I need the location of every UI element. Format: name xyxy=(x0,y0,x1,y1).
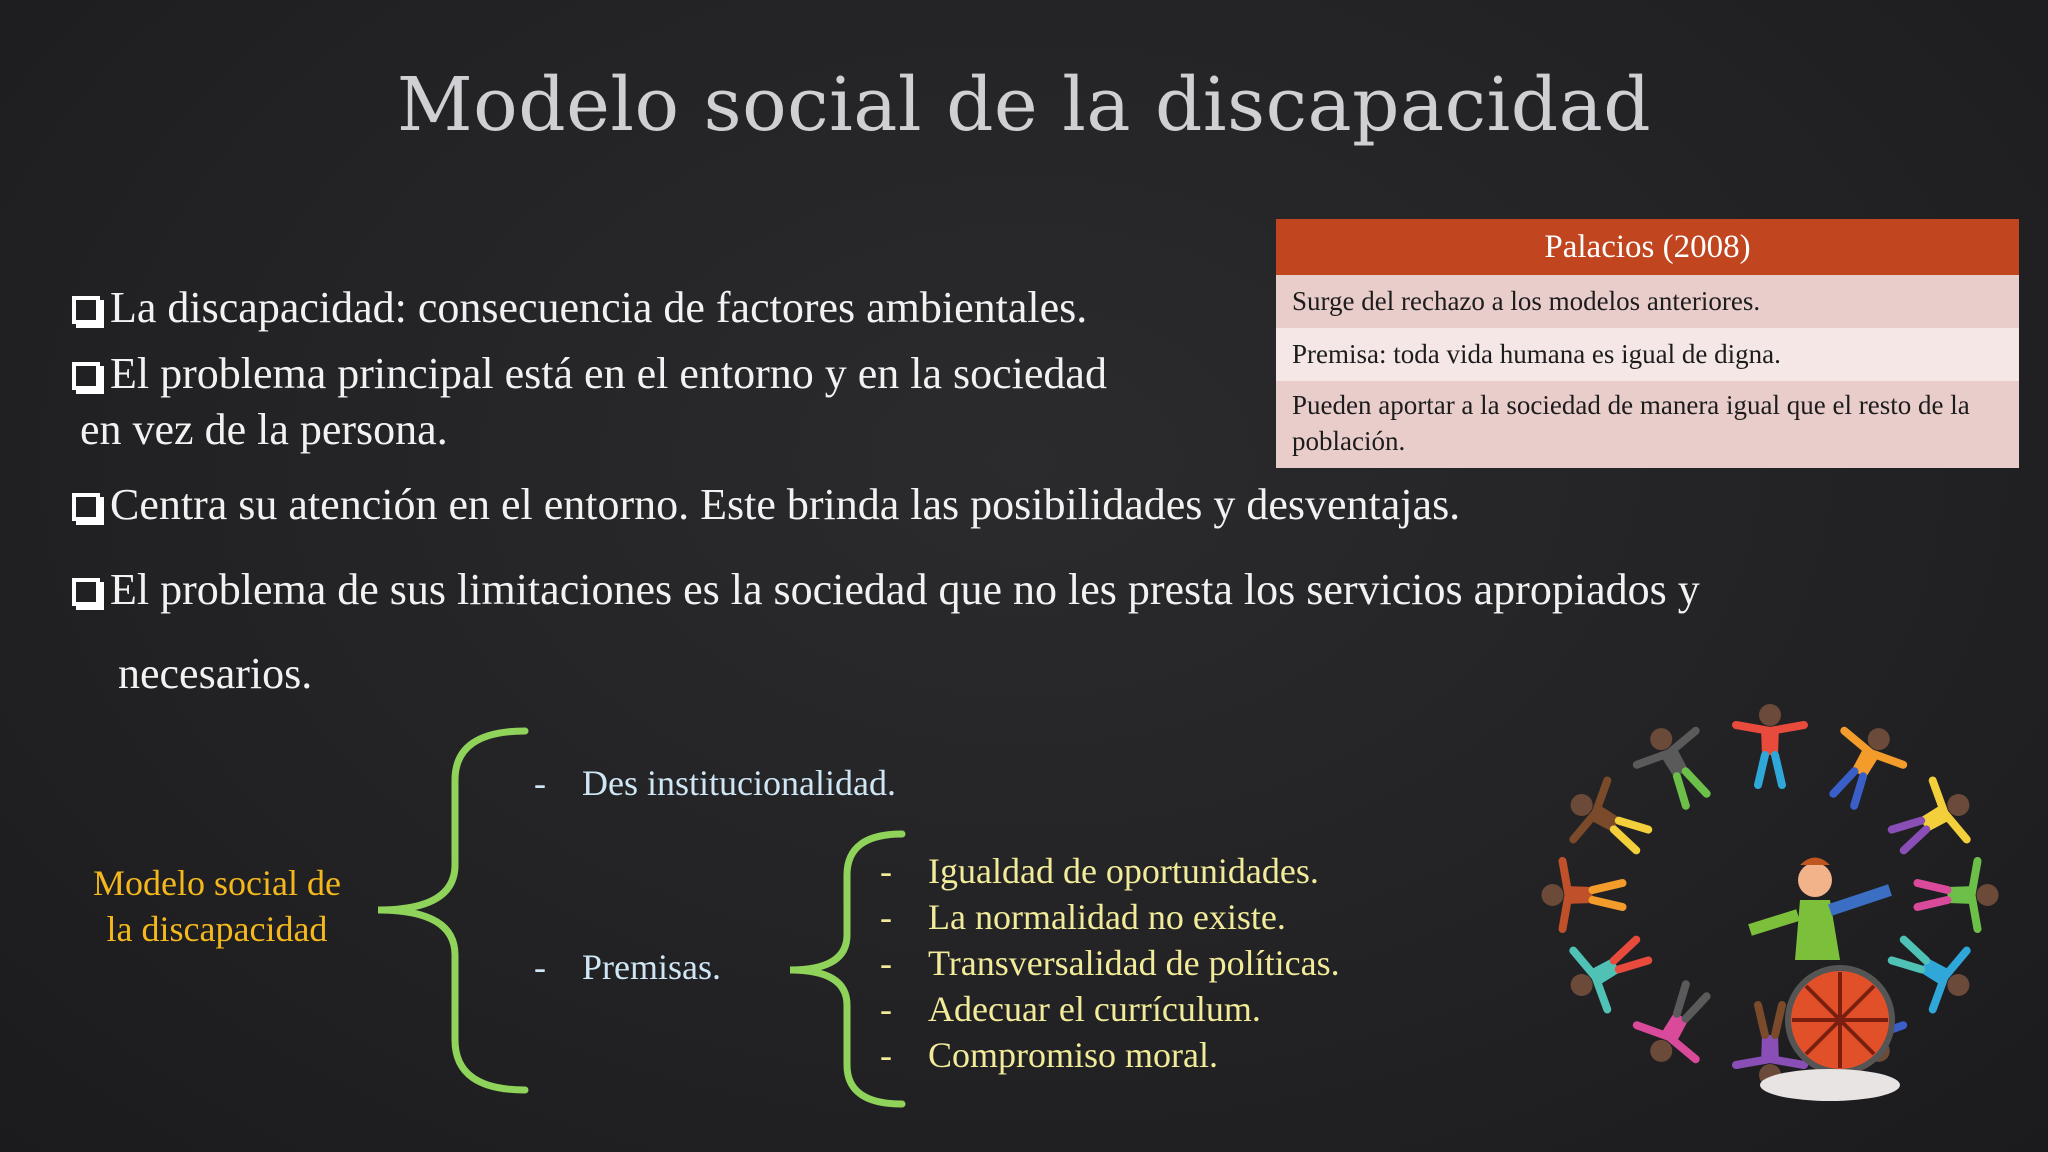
palacios-table-row: Pueden aportar a la sociedad de manera igual que el resto de la población. xyxy=(1276,381,2019,468)
dash-marker: - xyxy=(880,897,892,937)
premisa-text: La normalidad no existe. xyxy=(928,897,1286,937)
bullet-4-continuation: necesarios. xyxy=(118,649,313,698)
paper-person-icon xyxy=(1881,921,1985,1020)
palacios-table-header: Palacios (2008) xyxy=(1276,219,2019,275)
bullet-text: La discapacidad: consecuencia de factores ambientales. xyxy=(110,283,1088,332)
dash-marker: - xyxy=(880,1035,892,1075)
premisas-list xyxy=(880,848,1340,1078)
paper-person-icon xyxy=(1555,921,1659,1020)
diagram-root-label: Modelo social de la discapacidad xyxy=(93,863,341,949)
bullet-text: El problema de sus limitaciones es la sociedad que no les presta los servicios apropiados y xyxy=(110,565,1700,614)
branch-label: Des institucionalidad. xyxy=(582,763,896,803)
bullet-text: El problema principal está en el entorno y en la sociedad xyxy=(110,349,1107,398)
people-circle-illustration xyxy=(1530,700,2010,1110)
bullet-2-continuation: en vez de la persona. xyxy=(80,405,448,454)
dash-marker: - xyxy=(880,943,892,983)
bullet-text: Centra su atención en el entorno. Este brinda las posibilidades y desventajas. xyxy=(110,480,1461,529)
premisa-text: Transversalidad de políticas. xyxy=(928,943,1340,983)
dash-marker: - xyxy=(534,763,546,803)
premisa-text: Adecuar el currículum. xyxy=(928,989,1261,1029)
dash-marker: - xyxy=(534,947,546,987)
paper-person-icon xyxy=(1542,861,1623,929)
paper-person-icon xyxy=(1736,704,1804,785)
list-item xyxy=(880,894,1340,940)
paper-person-icon xyxy=(1814,713,1913,817)
dash-marker: - xyxy=(880,851,892,891)
premisa-text: Compromiso moral. xyxy=(928,1035,1218,1075)
list-item xyxy=(880,1032,1340,1078)
paper-person-icon xyxy=(1881,770,1985,869)
list-item xyxy=(880,848,1340,894)
slide-title: Modelo social de la discapacidad xyxy=(396,62,1652,148)
paper-person-icon xyxy=(1626,713,1725,817)
dash-marker: - xyxy=(880,989,892,1029)
branch-des-institucionalidad xyxy=(534,762,896,804)
palacios-table-row: Surge del rechazo a los modelos anteriores. xyxy=(1276,275,2019,328)
palacios-table-row: Premisa: toda vida humana es igual de digna. xyxy=(1276,328,2019,381)
list-item xyxy=(880,986,1340,1032)
branch-premisas xyxy=(534,946,721,988)
paper-person-icon xyxy=(1555,770,1659,869)
list-item xyxy=(880,940,1340,986)
paper-person-icon xyxy=(1918,861,1999,929)
branch-label: Premisas. xyxy=(582,947,721,987)
premisa-text: Igualdad de oportunidades. xyxy=(928,851,1319,891)
paper-person-icon xyxy=(1626,973,1725,1077)
large-brace-icon xyxy=(378,731,525,1090)
